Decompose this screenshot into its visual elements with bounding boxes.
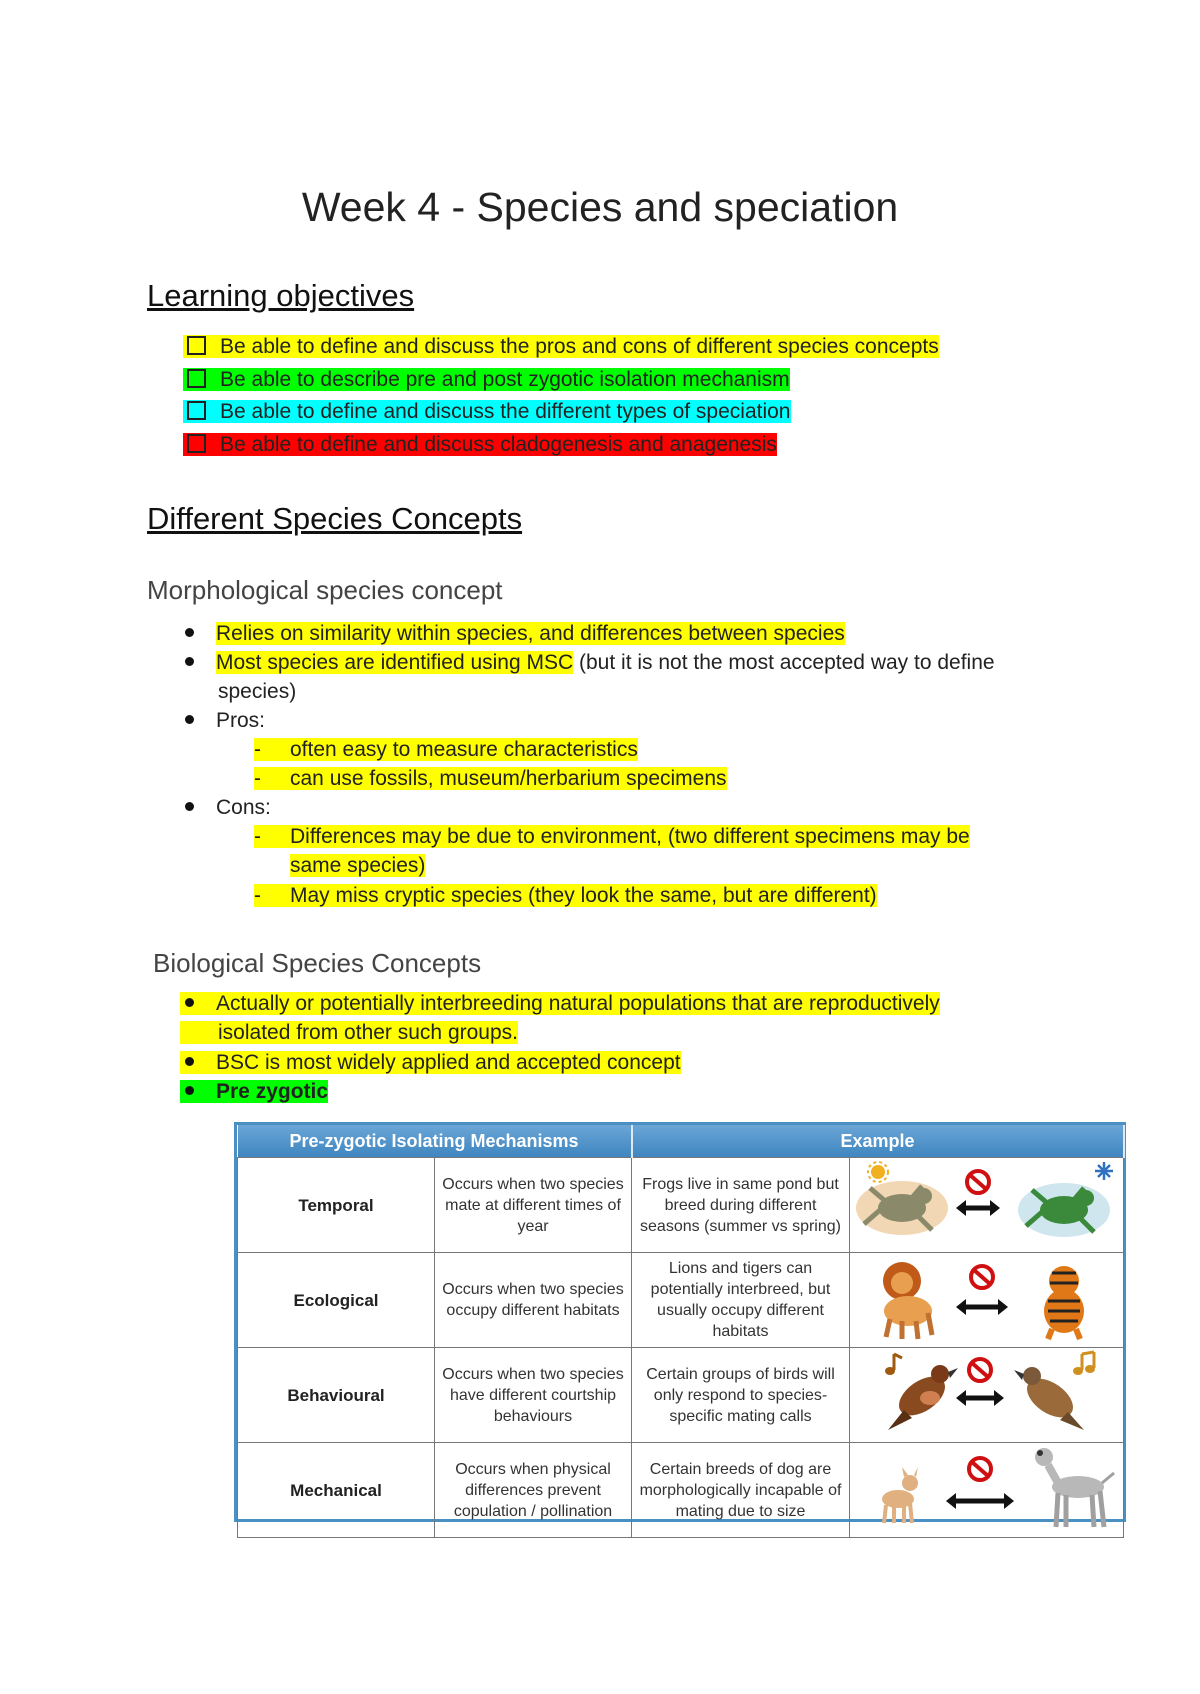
tiger-icon	[1044, 1266, 1084, 1339]
bullet-icon	[185, 628, 194, 637]
bio-bullet-1: Actually or potentially interbreeding natural populations that are reproductively	[180, 992, 940, 1016]
bullet-icon	[185, 715, 194, 724]
example-illustration	[850, 1253, 1124, 1348]
mechanism-description: Occurs when two species occupy different habitats	[435, 1253, 632, 1348]
bullet-icon	[185, 802, 194, 811]
bullet-icon	[185, 1057, 194, 1066]
pre-zygotic-table	[234, 1122, 1126, 1522]
objective-4: Be able to define and discuss cladogenesis and anagenesis	[183, 433, 777, 457]
mechanism-example: Frogs live in same pond but breed during different seasons (summer vs spring)	[632, 1158, 850, 1253]
table-row	[238, 1253, 1124, 1348]
mechanism-description: Occurs when two species have different courtship behaviours	[435, 1348, 632, 1443]
mechanism-name: Temporal	[238, 1158, 435, 1253]
morph-heading: Morphological species concept	[147, 575, 503, 605]
no-entry-icon	[971, 1266, 993, 1288]
table-header-row	[238, 1125, 1124, 1158]
bullet-icon	[185, 657, 194, 666]
sun-icon	[868, 1162, 888, 1182]
music-note-icon	[885, 1354, 902, 1375]
no-entry-icon	[969, 1359, 991, 1381]
example-illustration	[850, 1443, 1124, 1538]
mechanism-example: Lions and tigers can potentially interbreed, but usually occupy different habitats	[632, 1253, 850, 1348]
checkbox-icon[interactable]	[187, 434, 206, 453]
double-arrow-icon	[956, 1200, 1000, 1216]
pros-item-2: - can use fossils, museum/herbarium specimens	[254, 767, 727, 790]
table-header-example: Example	[632, 1125, 1124, 1158]
bird-icon	[888, 1365, 958, 1430]
morph-bullet-2-cont: species)	[218, 680, 297, 703]
mechanism-name: Ecological	[238, 1253, 435, 1348]
double-arrow-icon	[946, 1493, 1014, 1509]
double-arrow-icon	[956, 1390, 1004, 1406]
example-illustration	[850, 1348, 1124, 1443]
cons-item-1-cont: same species)	[290, 854, 426, 877]
lion-icon	[883, 1262, 932, 1339]
table-row	[238, 1348, 1124, 1443]
example-illustration	[850, 1158, 1124, 1253]
snowflake-icon	[1095, 1162, 1113, 1180]
bio-bullet-1-cont: isolated from other such groups.	[180, 1021, 518, 1045]
cons-item-1: - Differences may be due to environment, (two different specimens may be	[254, 825, 970, 848]
bullet-icon	[185, 998, 194, 1007]
mechanism-description: Occurs when physical differences prevent copulation / pollination	[435, 1443, 632, 1538]
objective-1: Be able to define and discuss the pros and cons of different species concepts	[183, 335, 939, 359]
pros-bullet: Pros:	[180, 709, 265, 733]
objective-3: Be able to define and discuss the different types of speciation	[183, 400, 791, 424]
mechanism-name: Behavioural	[238, 1348, 435, 1443]
chihuahua-icon	[882, 1467, 918, 1523]
mechanism-example: Certain breeds of dog are morphologically incapable of mating due to size	[632, 1443, 850, 1538]
mechanism-example: Certain groups of birds will only respond to species-specific mating calls	[632, 1348, 850, 1443]
morph-bullet-1: Relies on similarity within species, and differences between species	[180, 622, 845, 646]
no-entry-icon	[967, 1171, 989, 1193]
no-entry-icon	[969, 1458, 991, 1480]
cons-bullet: Cons:	[180, 796, 271, 820]
table-row	[238, 1443, 1124, 1538]
page-title: Week 4 - Species and speciation	[301, 184, 899, 230]
table-header-mechanisms: Pre-zygotic Isolating Mechanisms	[238, 1125, 632, 1158]
morph-bullet-2: Most species are identified using MSC (but it is not the most accepted way to define	[180, 651, 995, 675]
mechanism-description: Occurs when two species mate at different times of year	[435, 1158, 632, 1253]
cons-item-2: - May miss cryptic species (they look the same, but are different)	[254, 884, 877, 907]
objective-2: Be able to describe pre and post zygotic isolation mechanism	[183, 368, 790, 392]
table-row	[238, 1158, 1124, 1253]
great-dane-icon	[1035, 1448, 1114, 1527]
mechanism-name: Mechanical	[238, 1443, 435, 1538]
checkbox-icon[interactable]	[187, 336, 206, 355]
double-arrow-icon	[956, 1299, 1008, 1315]
bio-bullet-3: Pre zygotic	[180, 1080, 328, 1104]
species-concepts-heading: Different Species Concepts	[147, 501, 523, 536]
checkbox-icon[interactable]	[187, 369, 206, 388]
pros-item-1: - often easy to measure characteristics	[254, 738, 638, 761]
bio-bullet-2: BSC is most widely applied and accepted concept	[180, 1051, 681, 1075]
learning-objectives-heading: Learning objectives	[147, 278, 415, 313]
checkbox-icon[interactable]	[187, 401, 206, 420]
bio-heading: Biological Species Concepts	[153, 948, 482, 978]
bullet-icon	[185, 1086, 194, 1095]
